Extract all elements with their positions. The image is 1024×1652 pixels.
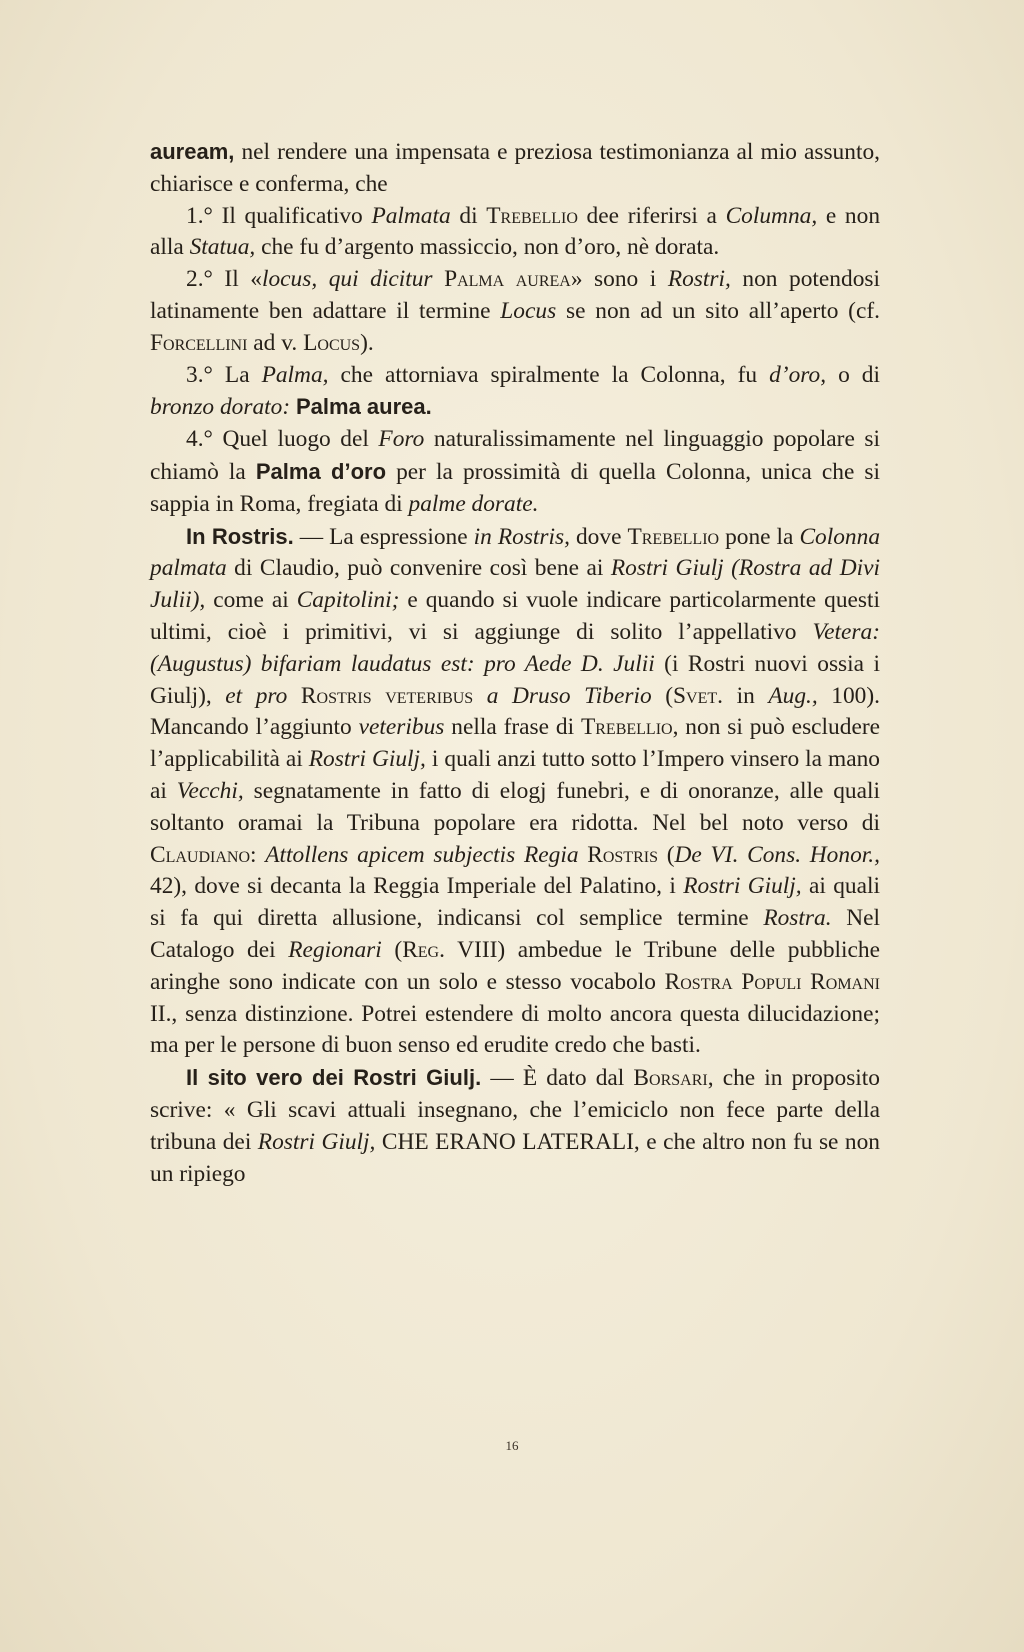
text-run: Borsari (633, 1065, 708, 1092)
text-run: Colonna palmata (150, 523, 881, 582)
text-run: Locus (500, 297, 557, 324)
text-run: pone la (719, 523, 800, 550)
text-run: 2.° Il « (186, 266, 262, 293)
text-run: come ai (205, 587, 297, 614)
text-run: Claudiano (150, 841, 251, 868)
text-run: 100). Mancando l’aggiunto (150, 682, 881, 741)
text-run: et pro (225, 682, 288, 709)
text-run: a Druso Tiberio (486, 682, 652, 709)
text-run: Rostra Populi Romani (664, 968, 880, 995)
text-run: Rostri, (667, 266, 731, 293)
text-run: che attorniava spiralmente la Colonna, fu (328, 361, 770, 388)
text-run: VIII) ambedue le Tribune delle pubbliche aringhe sono indicate con un solo e stesso vocabolo (150, 936, 880, 995)
text-run: Palmata (371, 202, 451, 229)
text-run: Capitolini; (296, 587, 400, 614)
text-run: non potendosi latinamente ben adattare il termine (150, 266, 880, 324)
body-text (150, 136, 880, 1190)
text-run: in (723, 682, 769, 709)
text-run: 42), dove si decanta la Reggia Imperiale del Palatino, i (150, 873, 684, 900)
text-run: Nel Catalogo dei (150, 905, 881, 963)
text-run: nel rendere una impensata e preziosa testimonianza al mio assunto, chiarisce e conferma, che (150, 139, 880, 197)
text-run: nella frase di (444, 714, 581, 741)
text-run: In Rostris. (186, 523, 294, 549)
text-run: d’oro, (769, 361, 827, 388)
paragraph (150, 521, 880, 1063)
text-run: ( (381, 936, 403, 963)
text-run: i quali anzi tutto sotto l’Impero vinsero la mano ai (150, 746, 880, 804)
text-run: veteribus (358, 714, 445, 741)
text-run: Rostris veteribus (300, 682, 474, 709)
text-run: e non alla (150, 202, 881, 261)
text-run: Statua, (189, 234, 256, 261)
text-run: 4.° Quel luogo del (186, 426, 379, 453)
text-run: Rostra. (763, 905, 832, 932)
text-run: ). (360, 329, 374, 356)
text-run: Vetera: (Augustus) bifariam laudatus est: pro Aede D. Julii (150, 618, 880, 677)
text-run: Aug., (768, 682, 818, 709)
text-run: Vecchi, (176, 777, 244, 804)
text-run: — La espressione (293, 523, 474, 550)
text-run (473, 683, 487, 709)
text-run: — È dato dal (481, 1065, 634, 1092)
paragraph (150, 360, 880, 425)
text-run: di Claudio, può convenire così bene ai (226, 555, 611, 582)
text-run (579, 842, 588, 868)
text-run: bronzo dorato: (150, 394, 291, 421)
text-run: Svet. (673, 682, 724, 709)
text-run: , non si può escludere l’applicabilità ai (150, 714, 880, 773)
text-run: » sono i (570, 266, 668, 293)
text-run: palme dorate. (408, 490, 539, 517)
text-run: e quando si vuole indicare particolarmente questi ultimi, cioè i primitivi, vi si aggiunge di solito l’appellativo (150, 587, 881, 645)
text-run: ( (651, 682, 674, 709)
page-number: 16 (505, 1438, 519, 1453)
text-run: Rostri Giulj, (683, 873, 802, 900)
text-run: Rostri Giulj (Rostra ad Divi Julii), (150, 555, 880, 614)
text-run: , che in proposito scrive: « Gli scavi attuali insegnano, che l’emiciclo non fece parte della tribuna dei (150, 1065, 880, 1155)
text-run: Columna, (725, 202, 818, 229)
text-run: di (450, 202, 487, 229)
text-run (433, 266, 445, 292)
text-run: II., senza distinzione. Potrei estendere di molto ancora questa dilucidazione; ma per le persone di buon senso ed erudite credo che basti. (150, 1000, 880, 1059)
text-run (287, 683, 301, 709)
text-run: Trebellio (627, 523, 720, 550)
text-run: (i Rostri nuovi ossia i Giulj), (150, 650, 880, 709)
text-run: Locus (303, 329, 361, 356)
text-run: per la prossimità di quella Colonna, unica che si sappia in Roma, fregiata di (150, 458, 880, 517)
text-run: Forcellini (150, 329, 248, 356)
text-run: Palma aurea (444, 266, 571, 293)
text-run: Attollens apicem subjectis Regia (265, 841, 579, 868)
text-run: Foro (378, 426, 425, 453)
text-run: dee riferirsi a (577, 202, 726, 229)
text-run: che fu d’argento massiccio, non d’oro, nè dorata. (255, 234, 720, 261)
paragraph (150, 424, 880, 520)
text-run: naturalissimamente nel linguaggio popolare si chiamò la (150, 426, 880, 485)
text-run: Rostris (587, 841, 658, 868)
text-run: 1.° Il qualificativo (186, 202, 372, 229)
paragraph (150, 136, 880, 201)
text-run: De VI. Cons. Honor., (674, 841, 880, 868)
text-run: Reg. (402, 936, 445, 963)
text-run: Trebellio (486, 202, 578, 229)
text-run: : (250, 841, 266, 868)
text-run: auream, (150, 139, 235, 164)
paragraph (150, 1062, 880, 1190)
text-run: ad v. (247, 329, 304, 356)
text-run: Palma aurea. (296, 394, 432, 420)
text-run: ( (657, 841, 675, 868)
text-run: o di (826, 361, 880, 388)
text-run: Il sito vero dei Rostri Giulj. (186, 1065, 482, 1091)
text-run: dove (569, 523, 628, 550)
text-run: ai quali si fa qui diretta allusione, indicansi col semplice termine (150, 873, 880, 932)
text-run: segnatamente in fatto di elogj funebri, e di onoranze, alle quali soltanto oramai la Tribuna popolare era ridotta. Nel bel noto verso di (150, 777, 881, 836)
text-run: Palma, (261, 361, 329, 388)
text-run: 3.° La (186, 361, 262, 388)
text-run: CHE ERANO LATERALI, e che altro non fu se non un ripiego (150, 1128, 881, 1187)
paragraph (150, 201, 880, 265)
text-run: Rostri Giulj, (308, 746, 426, 773)
text-run: Rostri Giulj, (257, 1128, 376, 1155)
text-run: locus, qui dicitur (261, 266, 433, 293)
text-run: Palma d’oro (255, 458, 387, 484)
paragraph (150, 264, 880, 359)
text-run: Trebellio (580, 714, 673, 741)
text-run: Regionari (288, 936, 382, 963)
text-run: in Rostris, (473, 523, 570, 550)
text-run: se non ad un sito all’aperto (cf. (556, 297, 880, 324)
